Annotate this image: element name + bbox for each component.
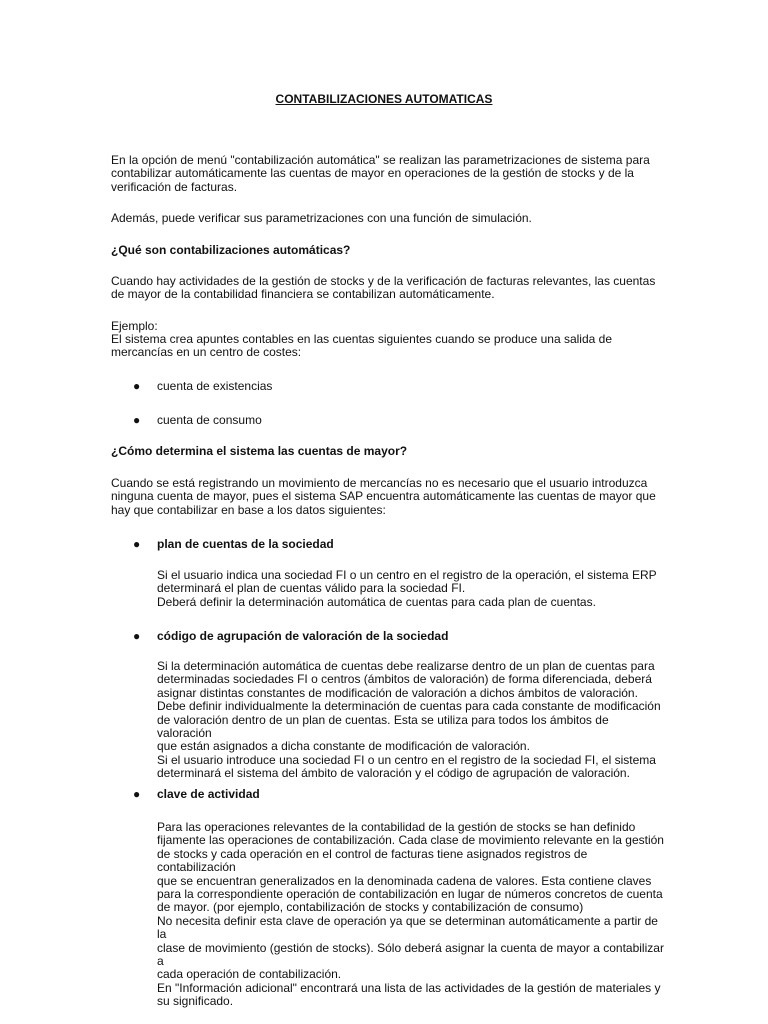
item-description	[157, 569, 665, 609]
heading-what-are: ¿Qué son contabilizaciones automáticas?	[111, 243, 351, 257]
item-description	[157, 821, 665, 1009]
description-line: Si el usuario indica una sociedad FI o un centro en el registro de la operación, el sistema ERP	[157, 568, 657, 582]
description-line: Debe definir individualmente la determinación de cuentas para cada constante de modificación	[157, 699, 661, 714]
description-line: de valoración dentro de un plan de cuentas. Esta se utiliza para todos los ámbitos de valoración	[157, 712, 609, 741]
example-text: El sistema crea apuntes contables en las cuentas siguientes cuando se produce una salida de mercancías en un centro de costes:	[111, 332, 612, 360]
description-line: determinadas sociedades FI o centros (ámbitos de valoración) de forma diferenciada, deberá	[157, 672, 652, 687]
bullet-heading: código de agrupación de valoración de la sociedad	[157, 629, 449, 643]
document-title: CONTABILIZACIONES AUTOMATICAS	[275, 92, 493, 106]
description-line: Deberá definir la determinación automática de cuentas para cada plan de cuentas.	[157, 594, 596, 609]
description-line: cada operación de contabilización.	[157, 967, 342, 982]
description-line: asignar distintas constantes de modificación de valoración a dichos ámbitos de valoración.	[157, 685, 638, 700]
bullet-text: cuenta de existencias	[157, 379, 273, 393]
description-line: En "Información adicional" encontrará una lista de las actividades de la gestión de materiales y	[157, 980, 661, 995]
description-line: su significado.	[157, 994, 234, 1009]
description-line: de stocks y cada operación en el control de facturas tiene asignados registros de contabilización	[157, 846, 588, 875]
example-label: Ejemplo:	[111, 319, 158, 333]
description-line: determinará el plan de cuentas válido para la sociedad FI.	[157, 581, 466, 596]
bullet-icon: ●	[133, 537, 141, 551]
description-line: determinará el sistema del ámbito de valoración y el código de agrupación de valoración.	[157, 766, 630, 781]
description-line: que están asignados a dicha constante de modificación de valoración.	[157, 739, 530, 754]
description-line: Para las operaciones relevantes de la contabilidad de la gestión de stocks se han definido	[157, 820, 636, 834]
intro-paragraph-1: En la opción de menú "contabilización automática" se realizan las parametrizaciones de sistema para contabilizar automáticamente las cuentas de mayor en operaciones de la gestión de stocks y de la verificación de facturas.	[111, 153, 650, 194]
description-line: Si la determinación automática de cuentas debe realizarse dentro de un plan de cuentas para	[157, 659, 655, 673]
bullet-icon: ●	[133, 379, 141, 393]
section1-paragraph: Cuando hay actividades de la gestión de stocks y de la verificación de facturas relevantes, las cuentas de mayor de la contabilidad financiera se contabilizan automáticamente.	[111, 274, 656, 302]
heading-how-determine: ¿Cómo determina el sistema las cuentas de mayor?	[111, 444, 408, 458]
bullet-icon: ●	[133, 629, 141, 643]
bullet-icon: ●	[133, 787, 141, 801]
description-line: para la correspondiente operación de contabilización en lugar de números concretos de cuenta	[157, 887, 663, 902]
description-line: que se encuentran generalizados en la denominada cadena de valores. Esta contiene claves	[157, 873, 652, 888]
description-line: Si el usuario introduce una sociedad FI o un centro en el registro de la sociedad FI, el sistema	[157, 752, 656, 767]
bullet-heading: plan de cuentas de la sociedad	[157, 537, 334, 551]
bullet-text: cuenta de consumo	[157, 413, 262, 427]
section2-paragraph: Cuando se está registrando un movimiento de mercancías no es necesario que el usuario introduzca ninguna cuenta de mayor, pues el sistema SAP encuentra automáticamente las cuentas de mayor que hay que contabilizar en base a los datos siguientes:	[111, 476, 656, 517]
description-line: No necesita definir esta clave de operación ya que se determinan automáticamente a partir de la	[157, 913, 658, 942]
description-line: clase de movimiento (gestión de stocks). Sólo deberá asignar la cuenta de mayor a contabilizar a	[157, 940, 664, 969]
description-line: fijamente las operaciones de contabilización. Cada clase de movimiento relevante en la gestión	[157, 833, 664, 848]
bullet-icon: ●	[133, 413, 141, 427]
intro-paragraph-2: Además, puede verificar sus parametrizaciones con una función de simulación.	[111, 211, 532, 225]
bullet-heading: clave de actividad	[157, 787, 260, 801]
description-line: de mayor. (por ejemplo, contabilización de stocks y contabilización de consumo)	[157, 900, 584, 915]
item-description	[157, 660, 665, 781]
